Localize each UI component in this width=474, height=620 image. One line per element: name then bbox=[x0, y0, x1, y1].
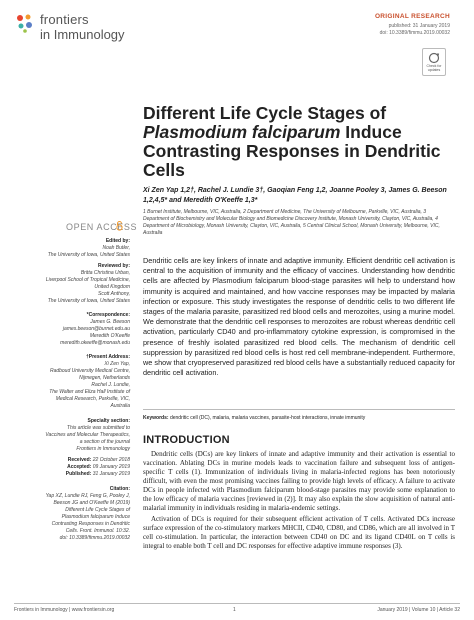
reviewer-line: Scott Anthony, bbox=[98, 291, 130, 297]
reviewer-line: Britta Christina Urban, bbox=[80, 270, 130, 276]
title-species: Plasmodium falciparum bbox=[143, 122, 341, 142]
specialty-line: Frontiers in Immunology bbox=[76, 446, 130, 452]
citation-line: Beeson JG and O'Keeffe M (2019) bbox=[53, 500, 130, 506]
open-access-lock-icon bbox=[116, 221, 123, 231]
keywords bbox=[143, 409, 455, 421]
address-line: The Walter and Eliza Hall Institute of bbox=[49, 389, 130, 395]
intro-paragraph: Dendritic cells (DCs) are key linkers of innate and adaptive immunity and their activation is essential to vaccination. Ablating DCs in murine models leads to vaccination failure and subsequent loss of antigen-specific T cells (1). Immunization of individuals living in malaria-infected regions has been notoriously difficult, with even the most promising vaccines failing to provide high levels of efficacy. A failure to activate DCs in people infected with Plasmodium falciparum blood-stage parasites may provide some explanation to the low efficacy of malaria vaccines [reviewed in (2)]. It may also explain the slow acquisition of natural anti-malarial immunity in individuals residing in malaria-endemic settings. bbox=[143, 450, 455, 512]
article-title bbox=[143, 104, 453, 180]
published-label: Published: bbox=[65, 471, 92, 477]
address-line: Australia bbox=[110, 403, 130, 409]
citation-line: Different Life Cycle Stages of bbox=[65, 507, 130, 513]
check-updates-label: Check for updates bbox=[426, 63, 442, 72]
citation-line: Contrasting Responses in Dendritic bbox=[51, 521, 130, 527]
article-type: ORIGINAL RESEARCH bbox=[374, 13, 450, 20]
title-line4: Cells bbox=[143, 160, 185, 180]
reviewed-by-section bbox=[14, 263, 130, 305]
specialty-label: Specialty section: bbox=[87, 418, 130, 424]
address-line: Medical Research, Parkville, VIC, bbox=[55, 396, 130, 402]
title-line2 bbox=[143, 123, 453, 142]
citation-label: Citation: bbox=[109, 486, 130, 492]
present-address-label: †Present Address: bbox=[86, 354, 130, 360]
address-line: Radboud University Medical Centre, bbox=[49, 368, 130, 374]
refresh-icon bbox=[428, 52, 440, 64]
doi[interactable]: doi: 10.3389/fimmu.2019.00032 bbox=[379, 30, 450, 36]
keywords-text: dendritic cell (DC), malaria, malaria vaccines, parasite-host interactions, innate immunity bbox=[169, 415, 366, 421]
citation-line: Plasmodium falciparum Induce bbox=[61, 514, 130, 520]
present-address-section bbox=[14, 354, 130, 410]
footer-journal-link[interactable]: Frontiers in Immunology | www.frontiersin.org bbox=[14, 607, 115, 613]
received-label: Received: bbox=[67, 457, 92, 463]
citation-doi-link[interactable]: doi: 10.3389/fimmu.2019.00032 bbox=[59, 535, 130, 541]
correspondence-line: Meredith O'Keeffe bbox=[89, 333, 130, 339]
correspondence-section bbox=[14, 312, 130, 347]
email-link[interactable]: meredith.okeeffe@monash.edu bbox=[60, 340, 130, 346]
editor-line: The University of Iowa, United States bbox=[47, 252, 130, 258]
citation-section bbox=[14, 486, 130, 542]
title-line1: Different Life Cycle Stages of bbox=[143, 103, 387, 123]
accepted-label: Accepted: bbox=[67, 464, 92, 470]
journal-name-line2: in Immunology bbox=[40, 27, 125, 42]
reviewer-line: The University of Iowa, United States bbox=[47, 298, 130, 304]
title-line3: Contrasting Responses in Dendritic bbox=[143, 141, 441, 161]
reviewer-line: United Kingdom bbox=[94, 284, 130, 290]
open-access-label: OPEN ACCESS bbox=[66, 222, 138, 232]
footer-divider bbox=[14, 603, 460, 604]
introduction-body bbox=[143, 450, 455, 551]
specialty-line: Vaccines and Molecular Therapeutics, bbox=[45, 432, 130, 438]
email-link[interactable]: james.beeson@burnet.edu.au bbox=[62, 326, 130, 332]
introduction-heading: INTRODUCTION bbox=[143, 434, 230, 446]
citation-line: Cells. Front. Immunol. 10:32. bbox=[65, 528, 130, 534]
author-list: Xi Zen Yap 1,2†, Rachel J. Lundie 3†, Gaoqian Feng 1,2, Joanne Pooley 3, James G. Beeson 1,2,4,5* and Meredith O'Keeffe 1,3* bbox=[143, 187, 447, 204]
received-date: 22 October 2018 bbox=[92, 457, 130, 463]
specialty-line: a section of the journal bbox=[79, 439, 130, 445]
dates-section bbox=[14, 457, 130, 478]
address-line: Xi Zen Yap, bbox=[104, 361, 130, 367]
frontiers-logo-icon bbox=[14, 12, 36, 34]
published-date-side: 31 January 2019 bbox=[92, 471, 130, 477]
address-line: Rachel J. Lundie, bbox=[91, 382, 130, 388]
footer-issue-info: January 2019 | Volume 10 | Article 32 bbox=[377, 607, 460, 613]
abstract: Dendritic cells are key linkers of innate and adaptive immunity. Efficient dendritic cell activation is central to the acquisition of immunity and the efficacy of vaccines. Understanding how dendritic cells are affected by Plasmodium falciparum blood-stage parasites will help to understand how immunity is acquired and maintained, and how vaccine responses may be impacted by malaria infection or exposure. This study investigates the response of dendritic cells to two different life stages of the malaria parasite, parasitized red blood cells and merozoites, using a murine model. We demonstrate that the dendritic cell responses to merozoites are robust whereas dendritic cell activation, particularly CD40 and pro-inflammatory cytokine expression, is compromised in the presence of freshly isolated parasitized red blood cells. The mechanism of dendritic cell suppression by parasitized red blood cells is host red cell membrane-independent. Furthermore, we show that cryopreserved parasitized red blood cells have a substantially reduced capacity for dendritic cell activation. bbox=[143, 256, 455, 378]
reviewed-by-label: Reviewed by: bbox=[98, 263, 130, 269]
editor-line: Noah Butler, bbox=[102, 245, 130, 251]
check-for-updates-badge[interactable] bbox=[422, 48, 446, 76]
correspondence-label: *Correspondence: bbox=[86, 312, 130, 318]
page-number: 1 bbox=[233, 607, 236, 613]
keywords-label: Keywords: bbox=[143, 415, 169, 421]
edited-by-section bbox=[14, 238, 130, 259]
correspondence-line: James G. Beeson bbox=[90, 319, 130, 325]
citation-line: Yap XZ, Lundie RJ, Feng G, Pooley J, bbox=[45, 493, 130, 499]
specialty-line: This article was submitted to bbox=[66, 425, 130, 431]
published-date: published: 31 January 2019 bbox=[388, 23, 450, 29]
edited-by-label: Edited by: bbox=[105, 238, 130, 244]
affiliations: 1 Burnet Institute, Melbourne, VIC, Australia, 2 Department of Medicine, The University of Melbourne, Parkville, VIC, Australia, 3 Department of Biochemistry and Molecular Biology and Biomedicine Discovery Institute, Monash University, Clayton, VIC, Australia, 4 Department of Microbiology, Monash University, Clayton, VIC, Australia, 5 Central Clinical School, Monash University, Melbourne, VIC, Australia bbox=[143, 209, 440, 236]
specialty-section bbox=[14, 418, 130, 453]
address-line: Nijmegen, Netherlands bbox=[79, 375, 130, 381]
journal-name-line1: frontiers bbox=[40, 12, 89, 27]
title-line2-rest: Induce bbox=[340, 122, 402, 142]
intro-paragraph: Activation of DCs is required for their subsequent efficient activation of T cells. Activated DCs increase surface expression of the co-stimulatory markers MHCII, CD40, CD80, and CD86, which are all involved in T cell co-stimulation. In particular, the interaction between CD40 on DC and its ligand CD40L on T cells is integral to enable both T cell and DC responses for effective adaptive immune responses (3). bbox=[143, 515, 455, 550]
reviewer-line: Liverpool School of Tropical Medicine, bbox=[45, 277, 130, 283]
accepted-date: 09 January 2019 bbox=[92, 464, 130, 470]
